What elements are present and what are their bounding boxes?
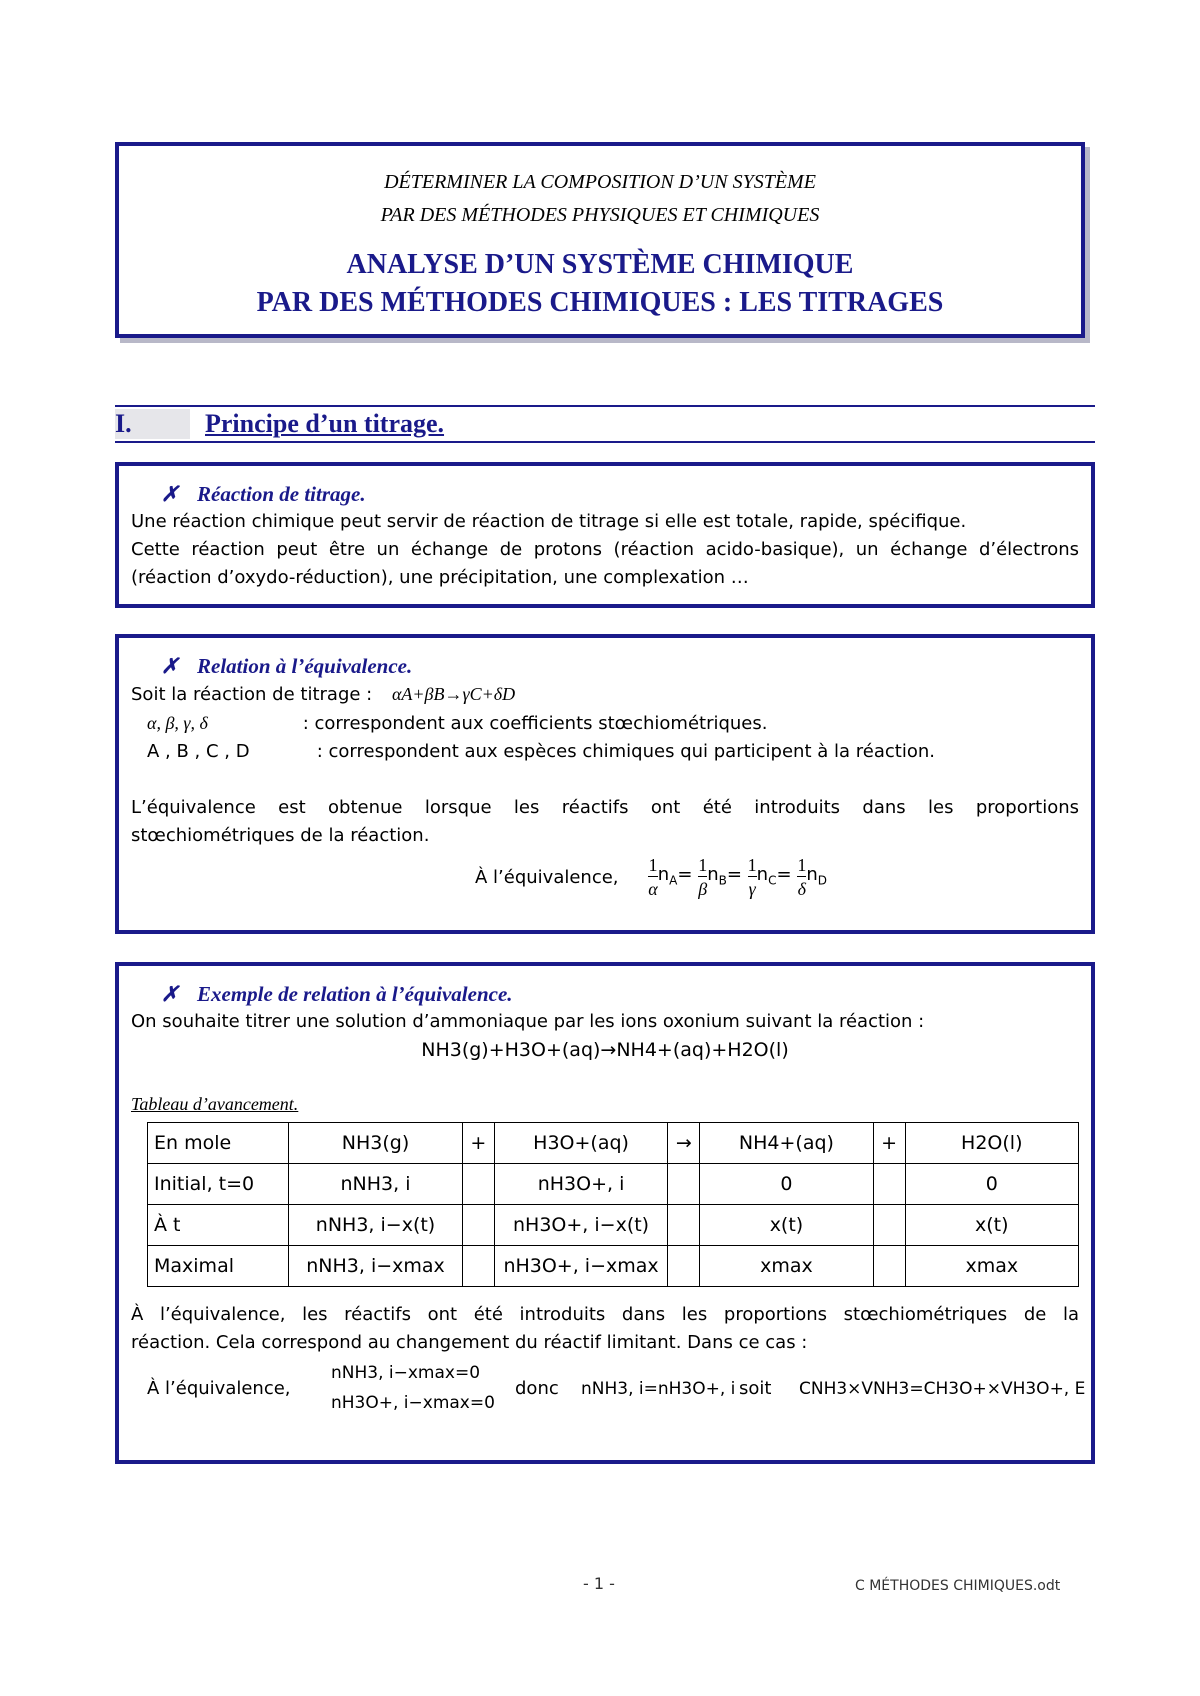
header-title-2: PAR DES MÉTHODES CHIMIQUES : LES TITRAGES [256,287,944,318]
greek-row [131,709,1079,738]
table-cell [668,1164,700,1205]
fraction-beta-den: β [698,879,708,899]
table-cell: nH3O+, i [494,1164,668,1205]
header-line-1: DÉTERMINER LA COMPOSITION D’UN SYSTÈME [384,171,816,193]
table-cell: nH3O+, i−xmax [494,1246,668,1287]
cross-icon: ✗ [161,982,179,1006]
table-cell [668,1246,700,1287]
header-line-2: PAR DES MÉTHODES PHYSIQUES ET CHIMIQUES [380,204,820,226]
table-row [148,1164,1079,1205]
example-reaction: NH3(g)+H3O+(aq)→NH4+(aq)+H2O(l) [421,1039,789,1061]
fraction-delta-den: δ [797,879,806,899]
fraction-delta [797,854,806,901]
fraction-gamma-num: 1 [747,855,757,875]
reaction-box [115,462,1095,608]
fraction-alpha-den: α [648,879,658,899]
reaction-line-3: (réaction d’oxydo-réduction), une précipitation, une complexation … [131,567,749,588]
table-header-cell: NH4+(aq) [700,1123,873,1164]
table-cell [873,1205,905,1246]
table-header-row [148,1123,1079,1164]
n-sub-a: A [669,873,678,888]
section-heading [115,405,1095,443]
n-sub-d: D [817,873,827,888]
table-cell: 0 [905,1164,1078,1205]
table-header-cell: H3O+(aq) [494,1123,668,1164]
n-sub-c: C [768,873,777,888]
example-box [115,962,1095,1464]
equivalence-heading [131,652,1079,680]
table-cell [462,1164,494,1205]
equivalence-box [115,634,1095,934]
equivalence-label: À l’équivalence, [475,866,619,888]
reaction-line-2: Cette réaction peut être un échange de protons (réaction acido-basique), un échange d’électrons [131,539,1079,560]
table-cell [873,1164,905,1205]
header-title-1: ANALYSE D’UN SYSTÈME CHIMIQUE [346,249,854,280]
file-name: C MÉTHODES CHIMIQUES.odt [855,1578,1061,1594]
section-number: I. [115,409,190,439]
equation-d: CNH3×VNH3=CH3O+×VH3O+, E [799,1379,1086,1399]
species-description: : correspondent aux espèces chimiques qui participent à la réaction. [316,741,935,762]
fraction-gamma [748,854,757,901]
table-row [148,1205,1079,1246]
table-header-cell: + [462,1123,494,1164]
table-cell [462,1246,494,1287]
reaction-line-1: Une réaction chimique peut servir de réaction de titrage si elle est totale, rapide, spécifique. [131,511,967,532]
cross-icon: ✗ [161,482,179,506]
fraction-gamma-den: γ [748,879,756,899]
table-header-cell: NH3(g) [289,1123,463,1164]
fraction-beta-num: 1 [698,855,708,875]
table-cell: 0 [700,1164,873,1205]
table-cell: nH3O+, i−x(t) [494,1205,668,1246]
greek-description: : correspondent aux coefficients stœchiométriques. [302,713,768,734]
table-cell: Maximal [148,1246,289,1287]
soit-word: soit [739,1378,772,1399]
table-header-cell: En mole [148,1123,289,1164]
species-row [131,738,1079,766]
page-number: - 1 - [583,1574,615,1593]
table-row [148,1246,1079,1287]
n-sub-b: B [718,873,727,888]
greek-coefficients: α, β, γ, δ [147,713,208,733]
equation-c: nNH3, i=nH3O+, i [581,1379,736,1399]
equivalence-formula: À l’équivalence, $\frac{1}{\alpha}$ $n_A=$ $\frac{1}{\beta}$ $n_B=$ $\frac{1}{\gamma}$ $n_C=$ $\frac{1}{\delta}$ $n_D$ [475,855,827,899]
example-heading [131,980,1079,1008]
table-cell: nNH3, i−xmax [289,1246,463,1287]
table-header-cell: → [668,1123,700,1164]
table-title: Tableau d’avancement. [131,1094,299,1114]
fraction-beta [698,854,707,901]
table-header-cell: + [873,1123,905,1164]
table-cell: nNH3, i−x(t) [289,1205,463,1246]
example-intro: On souhaite titrer une solution d’ammoniaque par les ions oxonium suivant la réaction : [131,1011,925,1032]
fraction-alpha-num: 1 [648,855,658,875]
donc-word: donc [515,1378,559,1399]
table-cell: xmax [700,1246,873,1287]
table-cell: x(t) [700,1205,873,1246]
reaction-heading-text: Réaction de titrage. [197,482,366,506]
conclusion-line-2: réaction. Cela correspond au changement du réactif limitant. Dans ce cas : [131,1332,808,1353]
table-cell: À t [148,1205,289,1246]
equivalence-intro: Soit la réaction de titrage : [131,684,373,705]
cross-icon: ✗ [161,654,179,678]
conclusion-label: À l’équivalence, [147,1378,291,1399]
table-cell [668,1205,700,1246]
table-cell: x(t) [905,1205,1078,1246]
equivalence-intro-row [131,680,1079,709]
table-cell [873,1246,905,1287]
equivalence-para-2: stœchiométriques de la réaction. [131,825,430,846]
reaction-equation: αA+βB→γC+δD [391,684,516,704]
species-letters: A , B , C , D [147,741,250,762]
reaction-heading [131,480,1079,508]
section-title: Principe d’un titrage. [205,409,445,438]
conclusion-line-1: À l’équivalence, les réactifs ont été introduits dans les proportions stœchiométriques de la [131,1304,1079,1325]
table-cell: xmax [905,1246,1078,1287]
fraction-delta-num: 1 [797,855,807,875]
equivalence-para-1: L’équivalence est obtenue lorsque les réactifs ont été introduits dans les proportions [131,797,1079,818]
equation-b: nH3O+, i−xmax=0 [331,1393,495,1413]
example-heading-text: Exemple de relation à l’équivalence. [197,982,513,1006]
equation-a: nNH3, i−xmax=0 [331,1363,481,1383]
conclusion-equations [131,1359,1086,1419]
table-header-cell: H2O(l) [905,1123,1078,1164]
table-cell: Initial, t=0 [148,1164,289,1205]
progress-table [147,1122,1079,1287]
table-cell: nNH3, i [289,1164,463,1205]
table-cell [462,1205,494,1246]
equivalence-heading-text: Relation à l’équivalence. [197,654,413,678]
document-header [115,142,1085,338]
fraction-alpha [648,854,657,901]
